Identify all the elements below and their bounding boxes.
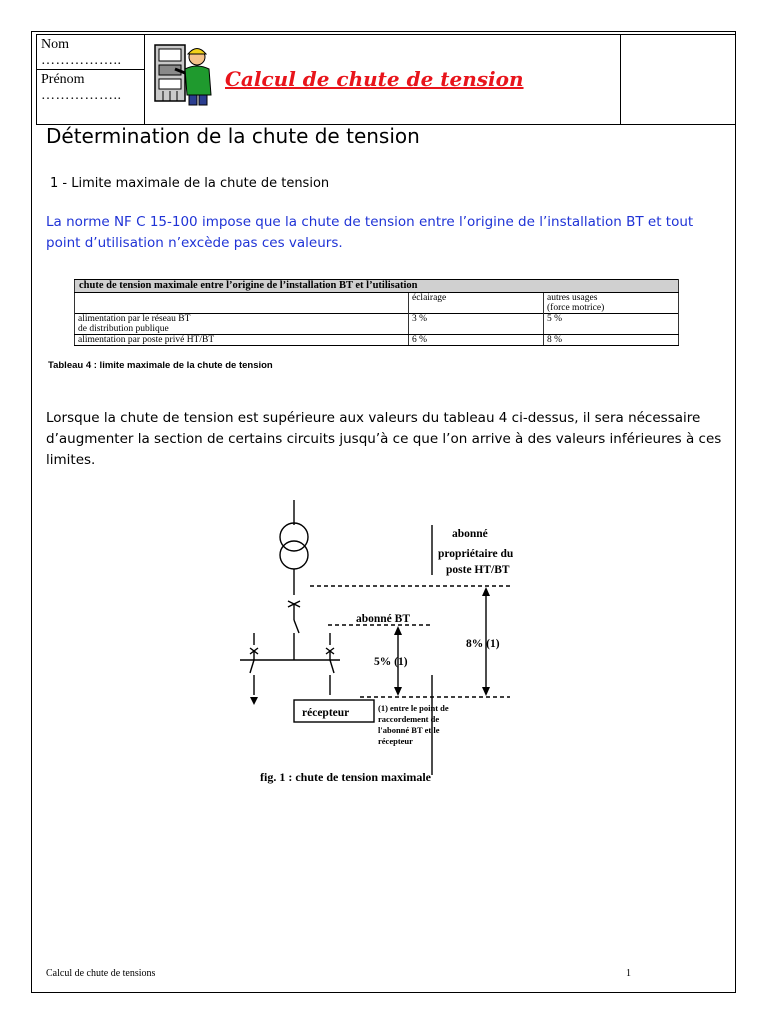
- owner-label-line: abonné: [452, 528, 488, 540]
- firstname-label: Prénom: [41, 72, 85, 87]
- owner-label-line: propriétaire du: [438, 548, 514, 560]
- lighting-value: 3 %: [409, 314, 544, 335]
- receiver-label: récepteur: [302, 707, 350, 719]
- row-label-line: alimentation par le réseau BT: [78, 314, 191, 324]
- firstname-field[interactable]: [37, 70, 145, 125]
- table-caption: Tableau 4 : limite maximale de la chute de tension: [48, 360, 273, 371]
- figure-caption: fig. 1 : chute de tension maximale: [260, 770, 431, 784]
- lighting-column-header: éclairage: [409, 293, 544, 314]
- document-title: Calcul de chute de tension: [225, 67, 524, 91]
- limits-table-title: chute de tension maximale entre l’origine de l’installation BT et l’utilisation: [75, 280, 679, 293]
- footer-title: Calcul de chute de tensions: [46, 968, 156, 979]
- lighting-value: 6 %: [409, 335, 544, 346]
- subsection-title: 1 - Limite maximale de la chute de tension: [50, 176, 330, 191]
- page-number: 1: [626, 968, 631, 979]
- name-field[interactable]: [37, 35, 145, 70]
- name-dots: ……………..: [41, 53, 122, 68]
- other-uses-sublabel: (force motrice): [547, 303, 605, 313]
- bt-subscriber-label: abonné BT: [356, 613, 411, 625]
- title-cell: [145, 35, 621, 125]
- note-line: raccordement de: [378, 714, 440, 724]
- firstname-dots: ……………..: [41, 88, 122, 103]
- header-table: [36, 34, 736, 125]
- row-label-line: de distribution publique: [78, 324, 169, 334]
- owner-label-line: poste HT/BT: [446, 564, 510, 576]
- other-uses-column-header: [544, 293, 679, 314]
- limits-table: [74, 279, 679, 346]
- header-empty-cell: [75, 293, 409, 314]
- section-title: Détermination de la chute de tension: [46, 124, 420, 148]
- note-line: l'abonné BT et le: [378, 725, 440, 735]
- note-line: (1) entre le point de: [378, 703, 449, 713]
- other-uses-value: 5 %: [544, 314, 679, 335]
- name-label: Nom: [41, 37, 69, 52]
- voltage-drop-diagram: [170, 495, 600, 795]
- other-uses-label: autres usages: [547, 293, 598, 303]
- five-percent-label: 5% (1): [374, 656, 408, 668]
- electrician-logo-icon: [153, 39, 215, 107]
- eight-percent-label: 8% (1): [466, 638, 500, 650]
- body-paragraph: Lorsque la chute de tension est supérieure aux valeurs du tableau 4 ci-dessus, il sera nécessaire d’augmenter la section de certains circuits jusqu’à ce que l’on arrive à des valeurs inférieures à ces limites.: [46, 410, 722, 468]
- other-uses-value: 8 %: [544, 335, 679, 346]
- norm-paragraph: La norme NF C 15-100 impose que la chute de tension entre l’origine de l’installation BT et tout point d’utilisation n’excède pas ces valeurs.: [46, 214, 694, 251]
- table-row-label: [75, 314, 409, 335]
- blank-header-cell: [621, 35, 736, 125]
- note-line: récepteur: [378, 736, 413, 746]
- table-row-label: [75, 335, 409, 346]
- row-label-line: alimentation par poste privé HT/BT: [78, 335, 215, 345]
